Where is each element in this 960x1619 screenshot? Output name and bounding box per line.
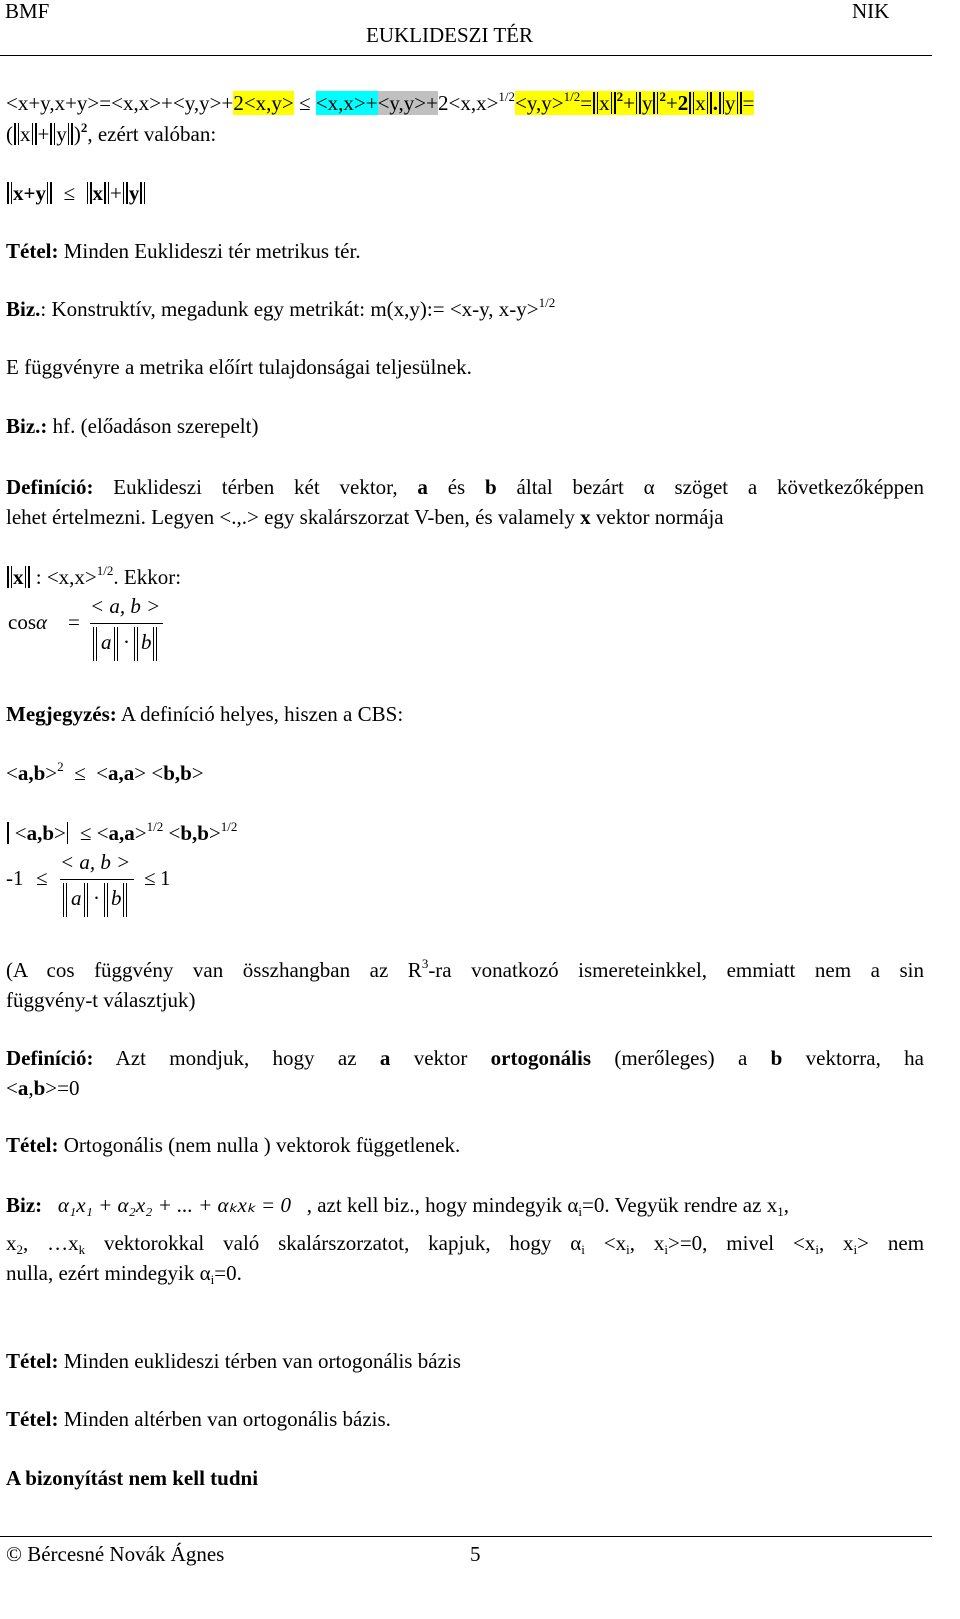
- exponent: 2: [57, 759, 64, 774]
- page-number: 5: [470, 1542, 481, 1566]
- cbs-part: <: [14, 821, 27, 845]
- note-text: -ra vonatkozó ismereteinkkel, emmiatt nem a sin: [428, 958, 924, 982]
- subscript: i: [853, 1242, 858, 1257]
- exponent: 1/2: [498, 89, 516, 104]
- eq1-part: <x+y,x+y>=<x,x>+<y,y>+: [6, 91, 234, 115]
- header-left: BMF: [5, 0, 50, 23]
- equals-sign: =: [68, 610, 80, 634]
- norm-text: . Ekkor:: [113, 565, 182, 589]
- subscript: i: [664, 1242, 668, 1257]
- theorem-1: [6, 239, 361, 264]
- cbs-line-2: [6, 821, 237, 846]
- cbs-part: a,a: [108, 821, 135, 845]
- alpha-symbol: α: [36, 610, 48, 634]
- linear-combination: α₁x₁ + α₂x₂ + ... + αₖxₖ = 0: [57, 1193, 291, 1217]
- cbs-part: a,a: [108, 761, 135, 785]
- proof-3-line-1: [6, 1193, 789, 1218]
- theorem-label: Tétel:: [6, 1407, 59, 1431]
- definition-text: ,: [28, 1076, 34, 1100]
- dot-operator: ·: [93, 886, 100, 910]
- definition-label: Definíció:: [6, 1046, 94, 1070]
- le-sign: ≤: [144, 866, 156, 890]
- note-line-2: függvény-t választjuk): [6, 988, 196, 1012]
- cbs-part: >: [191, 761, 204, 785]
- le-sign: ≤: [36, 866, 48, 890]
- cbs-part: >: [208, 821, 221, 845]
- vector-x: x: [580, 505, 591, 529]
- definition-2-line-1: [6, 1046, 924, 1071]
- numerator: < a, b >: [90, 594, 161, 618]
- eq1-highlight: <x,x>+: [315, 91, 378, 115]
- cbs-part: <: [96, 761, 108, 785]
- norm-text: : <x,x>: [30, 565, 97, 589]
- proof-text: vektorokkal való skalárszorzatot, kapjuk, hogy α: [85, 1231, 582, 1255]
- theorem-text: Minden Euklideszi tér metrikus tér.: [58, 239, 361, 263]
- proof-text: >=0, mivel <x: [667, 1231, 816, 1255]
- minus-one: -1: [6, 866, 24, 890]
- proof-text: <x: [584, 1231, 627, 1255]
- ineq-part: x+y: [13, 181, 46, 205]
- eq1-part: =: [580, 91, 593, 115]
- proof-text: =0. Vegyük rendre az x: [582, 1193, 778, 1217]
- proof-text: nulla, ezért mindegyik α: [6, 1261, 211, 1285]
- cbs-part: <: [163, 821, 181, 845]
- proof-text: =0.: [214, 1261, 242, 1285]
- definition-2-line-2: [6, 1076, 79, 1101]
- theorem-label: Tétel:: [6, 239, 59, 263]
- le-sign: ≤: [299, 91, 311, 115]
- vector-a: a: [417, 475, 428, 499]
- theorem-3: [6, 1349, 461, 1374]
- proof-3-line-2: [6, 1231, 924, 1256]
- theorem-4: [6, 1407, 391, 1432]
- eq1-part: +: [623, 91, 635, 115]
- vector-x: x: [13, 565, 24, 589]
- definition-text: Azt mondjuk, hogy az: [93, 1046, 380, 1070]
- definition-label: Definíció:: [6, 475, 94, 499]
- vector-b: b: [33, 1076, 46, 1100]
- proof-label: Biz.:: [6, 414, 48, 438]
- header-rule: [0, 55, 932, 56]
- eq1-part: y: [725, 91, 736, 115]
- proof-label: Biz.: [6, 297, 41, 321]
- proof-1: [6, 297, 555, 322]
- dot-operator: ·: [123, 630, 130, 654]
- exponent: 1/2: [563, 89, 581, 104]
- definition-1-line-2: [6, 505, 724, 530]
- cbs-part: >: [45, 761, 58, 785]
- definition-text: és: [427, 475, 486, 499]
- denominator-b: b: [111, 886, 122, 910]
- eq2-part: ): [73, 122, 81, 146]
- eq1-part: y: [641, 91, 653, 115]
- subscript: k: [78, 1242, 86, 1257]
- triangle-inequality: [6, 181, 146, 206]
- exponent: 2: [659, 89, 666, 104]
- le-sign: ≤: [79, 821, 92, 845]
- cbs-part: <: [96, 821, 109, 845]
- eq2-part: x: [20, 122, 31, 146]
- eq1-part: 2<x,x>: [437, 91, 499, 115]
- exponent: 1/2: [538, 295, 556, 310]
- ineq-part: +: [110, 181, 122, 205]
- proof-text: , x: [629, 1231, 665, 1255]
- exponent: 1/2: [146, 819, 164, 834]
- remark: [6, 702, 403, 727]
- definition-text: vektorra, ha: [782, 1046, 924, 1070]
- vector-b: b: [770, 1046, 783, 1070]
- numerator: < a, b >: [60, 850, 131, 874]
- eq1-part: x: [695, 91, 706, 115]
- cbs-part: >: [54, 821, 66, 845]
- denominator-a: a: [71, 886, 82, 910]
- subscript: 1: [777, 1204, 784, 1219]
- denominator-b: b: [141, 630, 152, 654]
- eq1-part: =: [742, 91, 755, 115]
- exponent: 1/2: [220, 819, 238, 834]
- subscript: i: [581, 1242, 585, 1257]
- vector-a: a: [17, 1076, 29, 1100]
- eq2-part: , ezért valóban:: [87, 122, 217, 146]
- exponent: 1/2: [96, 563, 114, 578]
- subscript: i: [815, 1242, 819, 1257]
- definition-text: lehet értelmezni. Legyen <.,.> egy skalárszorzat V-ben, és valamely: [6, 505, 581, 529]
- proof-text: x: [6, 1231, 17, 1255]
- proof-label: Biz:: [6, 1193, 43, 1217]
- proof-text: , x: [818, 1231, 854, 1255]
- metric-note: E függvényre a metrika előírt tulajdonságai teljesülnek.: [6, 355, 472, 379]
- proof-text: > nem: [857, 1231, 925, 1255]
- proof-text: , azt kell biz., hogy mindegyik α: [306, 1193, 579, 1217]
- cbs-part: a,b: [17, 761, 46, 785]
- equation-line-1: [6, 91, 754, 116]
- note-line-1: [6, 958, 924, 983]
- theorem-label: Tétel:: [6, 1349, 59, 1373]
- note-text: (A cos függvény van összhangban az R: [6, 958, 422, 982]
- eq1-part: .: [712, 91, 719, 115]
- footer-author: © Bércesné Novák Ágnes: [6, 1542, 225, 1566]
- header-right: NIK: [852, 0, 890, 23]
- definition-1-line-1: [6, 475, 924, 500]
- exponent: 2: [616, 89, 624, 104]
- proof-text: , …x: [23, 1231, 79, 1255]
- proof-text: hf. (előadáson szerepelt): [47, 414, 259, 438]
- cbs-part: b,b: [180, 821, 209, 845]
- proof-text: : Konstruktív, megadunk egy metrikát: m(x,y):= <x-y, x-y>: [40, 297, 539, 321]
- definition-text: által bezárt α szöget a következőképpen: [496, 475, 924, 499]
- ineq-part: y: [128, 181, 140, 205]
- denominator-a: a: [101, 630, 112, 654]
- cbs-part: a,b: [26, 821, 55, 845]
- eq1-part: <y,y>: [515, 91, 564, 115]
- definition-text: >=0: [45, 1076, 80, 1100]
- proof-text: ,: [783, 1193, 789, 1217]
- exponent: 3: [421, 956, 429, 971]
- definition-text: Euklideszi térben két vektor,: [93, 475, 418, 499]
- cos-label: cos: [8, 610, 36, 634]
- remark-text: A definíció helyes, hiszen a CBS:: [116, 702, 404, 726]
- remark-label: Megjegyzés:: [6, 702, 117, 726]
- eq1-highlight: 2<x,y>: [233, 91, 294, 115]
- footer-rule: [0, 1536, 932, 1537]
- eq1-part: +: [665, 91, 678, 115]
- header-title: EUKLIDESZI TÉR: [366, 23, 534, 47]
- eq2-part: (: [6, 122, 13, 146]
- definition-text: <: [6, 1076, 18, 1100]
- one: 1: [160, 866, 171, 890]
- theorem-2: [6, 1133, 460, 1158]
- theorem-label: Tétel:: [6, 1133, 59, 1157]
- theorem-text: Minden euklideszi térben van ortogonális bázis: [58, 1349, 461, 1373]
- subscript: i: [578, 1204, 583, 1219]
- eq2-part: +: [37, 122, 50, 146]
- theorem-text: Minden altérben van ortogonális bázis.: [58, 1407, 391, 1431]
- final-note: A bizonyítást nem kell tudni: [6, 1466, 259, 1490]
- theorem-text: Ortogonális (nem nulla ) vektorok függetlenek.: [58, 1133, 461, 1157]
- exponent: 2: [80, 120, 88, 135]
- cbs-line-1: [6, 761, 204, 786]
- cbs-part: b,b: [163, 761, 192, 785]
- norm-line: [6, 565, 181, 590]
- cbs-part: >: [134, 821, 147, 845]
- definition-text: (merőleges) a: [591, 1046, 771, 1070]
- definition-text: vektor: [390, 1046, 491, 1070]
- le-sign: ≤: [74, 761, 86, 785]
- eq1-highlight: <y,y>+: [377, 91, 438, 115]
- cbs-part: > <: [134, 761, 164, 785]
- fraction-bar: [60, 879, 134, 880]
- eq1-part: 2: [677, 91, 689, 115]
- ineq-part: x: [92, 181, 103, 205]
- orthogonal-term: ortogonális: [490, 1046, 592, 1070]
- eq2-part: y: [56, 122, 67, 146]
- vector-a: a: [379, 1046, 391, 1070]
- proof-3-line-3: [6, 1261, 242, 1286]
- cbs-part: <: [6, 761, 18, 785]
- equation-line-2: [6, 122, 216, 147]
- subscript: i: [626, 1242, 630, 1257]
- le-sign: ≤: [63, 181, 75, 205]
- subscript: 2: [16, 1242, 23, 1257]
- fraction-bar: [90, 623, 163, 624]
- subscript: i: [210, 1272, 215, 1287]
- proof-2: [6, 414, 258, 439]
- definition-text: vektor normája: [590, 505, 724, 529]
- eq1-part: x: [599, 91, 610, 115]
- vector-b: b: [485, 475, 497, 499]
